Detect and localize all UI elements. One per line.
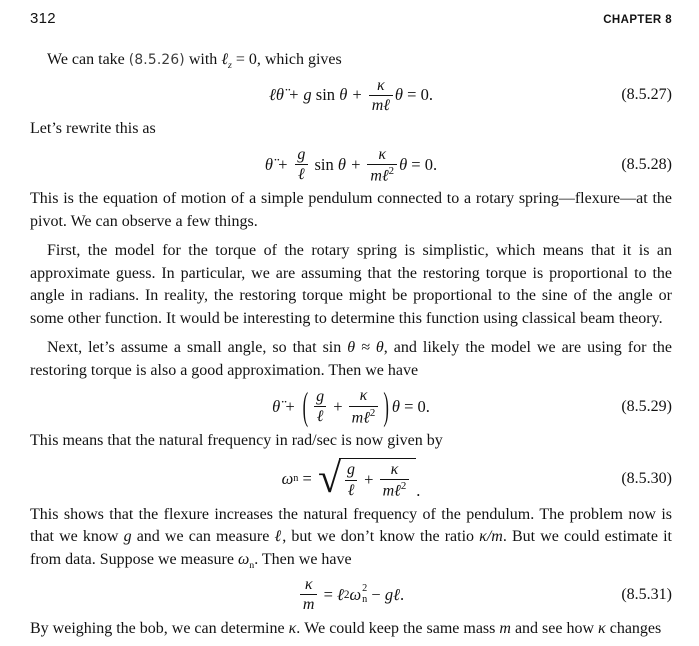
- math-ell: ℓ: [221, 51, 228, 68]
- equation-math: [265, 146, 437, 185]
- fraction-numerator: κ: [359, 387, 368, 405]
- fraction-numerator: κ: [304, 576, 313, 594]
- equation-number: (8.5.28): [621, 155, 672, 173]
- math-run: = 0.: [407, 154, 438, 174]
- equation-math: [269, 77, 433, 115]
- text-run: and see how: [510, 619, 599, 637]
- equals-sign: =: [319, 584, 338, 604]
- text-run: . We could keep the same mass: [296, 619, 500, 637]
- period: .: [399, 584, 405, 604]
- equation-math: [298, 576, 404, 614]
- math-ell: ℓ: [274, 528, 283, 546]
- fraction-denominator: [380, 479, 410, 500]
- paragraph-first-point: First, the model for the torque of the rotary spring is simplistic, which means that it is an approximate guess. In particular, we are assuming that the restoring torque is proportional to the angle in radians. In reality, the restoring torque might be proportional to the sine of the angle or some other function. It would be interesting to determine this function using classical beam theory.: [30, 242, 672, 327]
- math-run: θ: [399, 154, 408, 174]
- math-g: g: [123, 528, 132, 546]
- math-run: θ ≈ θ: [341, 339, 384, 357]
- text-run: Next, let’s assume a small angle, so that: [47, 339, 323, 357]
- fraction-denominator: ℓ: [295, 164, 308, 183]
- math-run: gℓ: [384, 584, 400, 604]
- equals-sign: =: [298, 468, 316, 488]
- equation-number: (8.5.29): [621, 397, 672, 415]
- fraction-denominator: [367, 164, 397, 185]
- math-omega: ω: [237, 550, 250, 568]
- math-run: θ: [394, 85, 404, 105]
- fraction-denominator: ℓ: [345, 480, 358, 499]
- exponent: 2: [362, 583, 368, 595]
- right-paren: ): [383, 383, 389, 428]
- fraction-denominator: mℓ: [369, 95, 393, 114]
- equation-8-5-27: [30, 77, 672, 115]
- text-run: and we can measure: [131, 528, 275, 546]
- equation-8-5-29: [30, 383, 672, 428]
- math-run: mℓ: [370, 167, 389, 185]
- text-run: , but we don’t know the ratio: [282, 528, 480, 546]
- radical-sign: √: [317, 455, 342, 502]
- text-run: . Then we have: [254, 550, 352, 568]
- exponent: 2: [388, 164, 395, 177]
- fraction: [369, 77, 393, 115]
- fraction: [367, 146, 397, 185]
- equation-ref-link[interactable]: (8.5.26): [128, 52, 185, 68]
- math-run: mℓ: [382, 482, 401, 500]
- fraction-numerator: κ: [378, 145, 387, 163]
- text-run: , and likely the model we are using for the restoring torque is also a good approximation. Then we have: [30, 339, 673, 379]
- paragraph-intro: [30, 49, 672, 72]
- equation-math: ω n = √ $\frac{g}{\text{ℓ}}$ + $\frac{\kappa}{m\ell^2}$ .: [281, 455, 421, 502]
- square-root: [317, 455, 416, 502]
- sin-operator: sin: [310, 154, 338, 174]
- math-run: θ +: [339, 85, 367, 105]
- fraction: [344, 461, 358, 499]
- math-ell: ℓ: [337, 584, 344, 604]
- equation-number: (8.5.31): [621, 585, 672, 603]
- subscript: n: [362, 593, 368, 605]
- period: .: [416, 480, 421, 500]
- equation-8-5-30: [30, 455, 672, 502]
- fraction: [349, 387, 379, 426]
- text-run: We can take: [47, 51, 129, 68]
- fraction: [380, 461, 410, 500]
- plus-operator: +: [360, 470, 378, 490]
- paragraph-small-angle: [30, 337, 672, 382]
- exponent: 2: [369, 406, 376, 419]
- radicand: [339, 458, 416, 500]
- math-run: = 0.: [399, 396, 430, 416]
- paragraph-weighing-bob: [30, 618, 672, 641]
- fraction-denominator: [349, 406, 379, 427]
- equation-math: [272, 383, 430, 428]
- math-sub-z: z: [227, 60, 232, 72]
- text-run: . But we could estimate it from data. Suppose we measure: [30, 528, 672, 568]
- math-run: mℓ: [351, 408, 370, 426]
- math-kappa: κ: [598, 619, 606, 637]
- text-run: By weighing the bob, we can determine: [30, 619, 289, 637]
- math-omega: ω: [349, 584, 362, 604]
- fraction-numerator: κ: [376, 76, 385, 94]
- page-header: [30, 10, 672, 27]
- equation-number: (8.5.27): [621, 86, 672, 104]
- math-omega: ω: [281, 468, 294, 488]
- fraction-denominator: m: [300, 594, 318, 613]
- fraction-numerator: g: [347, 461, 356, 479]
- fraction: [300, 576, 318, 614]
- sin-operator: sin: [322, 339, 342, 357]
- plus-operator: +: [329, 396, 347, 416]
- minus-operator: −: [367, 584, 385, 604]
- paragraph-natural-frequency: This means that the natural frequency in rad/sec is now given by: [30, 432, 443, 450]
- math-run: θ̈ +: [272, 396, 300, 416]
- equation-8-5-31: [30, 576, 672, 614]
- math-run: θ̈ +: [264, 154, 293, 174]
- chapter-label: CHAPTER 8: [603, 14, 672, 26]
- equation-8-5-28: [30, 146, 672, 185]
- text-run: = 0, which gives: [231, 51, 342, 68]
- math-run: = 0.: [403, 85, 433, 105]
- fraction: [294, 146, 308, 184]
- fraction: [313, 388, 327, 426]
- paragraph-observation: This is the equation of motion of a simple pendulum connected to a rotary spring—flexure—at the pivot. We can observe a few things.: [30, 190, 672, 230]
- sin-operator: sin: [315, 85, 340, 105]
- equation-number: (8.5.30): [621, 469, 672, 487]
- fraction-numerator: g: [297, 146, 306, 164]
- text-run: This shows that the flexure increases the natural frequency of the pendulum. The problem now is that we know: [30, 505, 672, 546]
- fraction-denominator: ℓ: [314, 406, 327, 425]
- math-run: ℓθ̈ + g: [269, 85, 316, 105]
- fraction-numerator: g: [316, 388, 325, 406]
- math-run: θ +: [337, 154, 366, 174]
- fraction-numerator: κ: [390, 460, 399, 478]
- math-kappa: κ: [288, 619, 297, 637]
- math-ratio: κ/m: [479, 528, 503, 546]
- math-m: m: [499, 619, 511, 637]
- text-run: changes: [605, 619, 662, 637]
- math-run: θ: [391, 396, 400, 416]
- exponent: 2: [400, 480, 407, 493]
- math-sub-n: n: [249, 559, 255, 571]
- exponent: 2: [343, 588, 350, 601]
- left-paren: (: [302, 383, 309, 428]
- page-number: 312: [30, 10, 56, 27]
- paragraph-flexure-frequency: [30, 504, 672, 572]
- paragraph-rewrite: Let’s rewrite this as: [30, 120, 156, 138]
- text-run: with: [184, 51, 222, 68]
